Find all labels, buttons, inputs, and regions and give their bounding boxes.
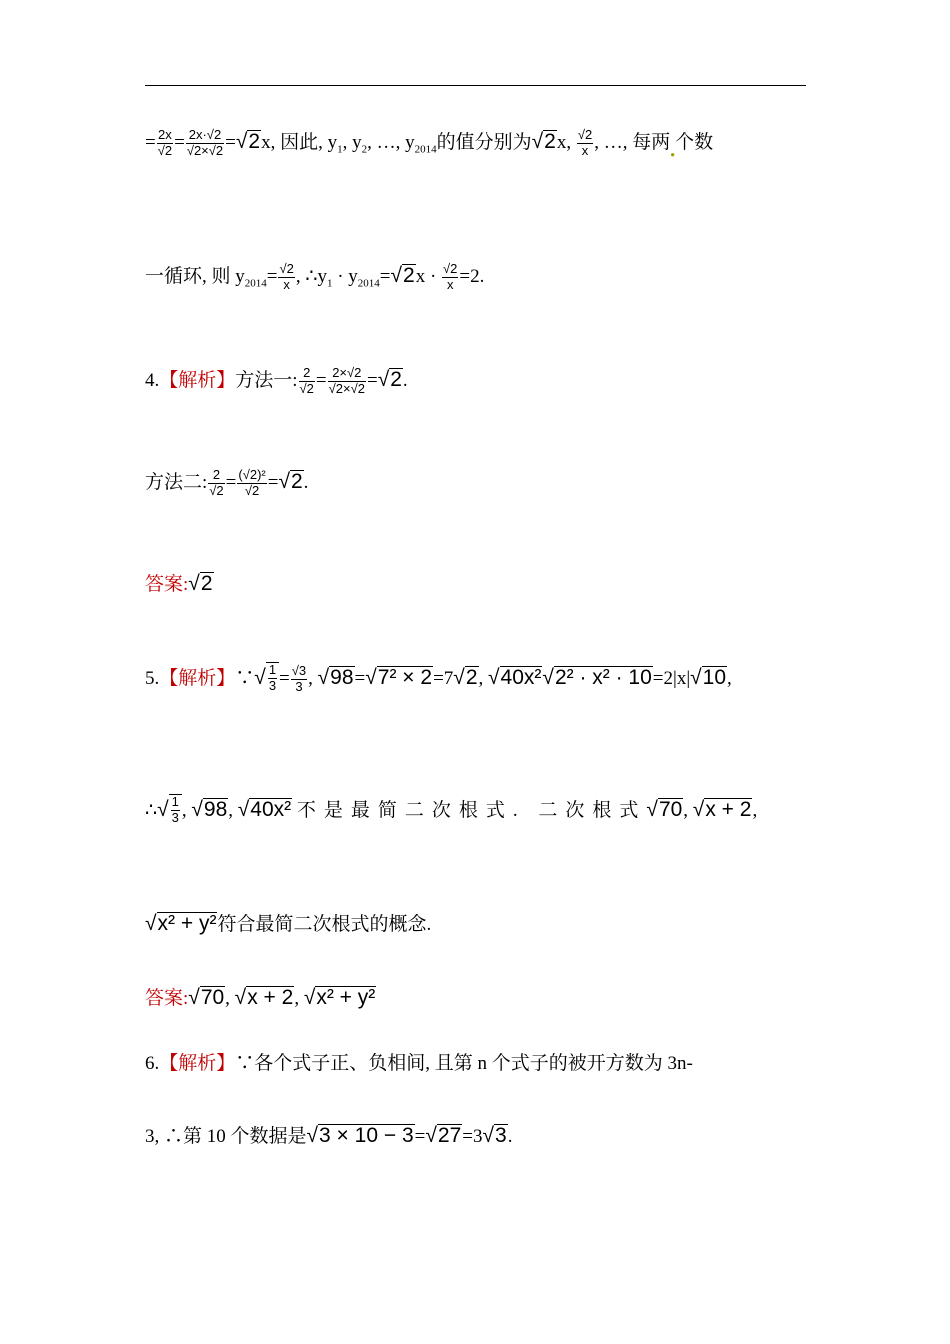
fraction-2-over-sqrt2: $\frac{2}{√2}$	[299, 365, 314, 396]
sqrt-98-b: √98	[191, 797, 228, 821]
sqrt-2-e: √2	[278, 469, 303, 493]
fraction-sqrt2sq-over-sqrt2: $\frac{\text{(√2)²}}{√2}$	[238, 467, 266, 498]
sqrt-2-d: √2	[377, 367, 402, 391]
sqrt-expanded: √2² · x² · 10	[542, 665, 652, 689]
fraction-sqrt3-over-3: $\frac{√3}{3}$	[291, 663, 307, 695]
line-8: 6.【解析】∵各个式子正、负相间, 且第 n 个式子的被开方数为 3n-	[145, 1053, 693, 1074]
answer-2: 答案:√70, √x + 2, √x² + y²	[145, 986, 376, 1009]
line-6: ∴√ $\frac{1}{3}$ , √98, √40x² 不是最简二次根式. 二次根式√70, √x + 2,	[145, 794, 758, 825]
line-1: = $\frac{2x}{√2}$ = $\frac{2x\cdot√2}{√2\times√2}$ =√2x, 因此, $y_1$, $y_2$, …, $y_{2014}$的值分别为√2x, $\frac{√2}{x}$ , …, 每两●个数	[145, 127, 714, 159]
sqrt-x2-y2-answer: √x² + y²	[303, 986, 376, 1009]
line-4: 方法二: $\frac{2}{√2}$ = $\frac{\text{(√2)²}}{√2}$ =√2.	[145, 467, 309, 498]
sqrt-2-b: √2	[531, 129, 556, 153]
line-7: √x² + y²符合最简二次根式的概念.	[145, 912, 432, 935]
sqrt-x-plus-2: √x + 2	[692, 797, 752, 821]
sqrt-10: √10	[690, 665, 727, 689]
line-5: 5.【解析】∵√ $\frac{1}{3}$ = $\frac{√3}{3}$ , √98=√7² × 2=7√2, √40x²√2² · x² · 10=2|x|√10,	[145, 662, 732, 695]
sqrt-27: √27	[425, 1124, 462, 1147]
line-2: 一循环, 则 $y_{2014}=$ $\frac{√2}{x}$ , $\therefore y_1 \cdot y_{2014}=√2x$ · $\frac{√2}{x}$ =2.	[145, 261, 485, 292]
sqrt-70-answer: √70	[188, 986, 225, 1009]
sqrt-40x2-b: √40x²	[237, 797, 292, 821]
sqrt-x2-y2: √x² + y²	[145, 912, 217, 935]
sqrt-7sq-times-2: √7² × 2	[365, 665, 433, 689]
analysis-tag-6: 【解析】	[159, 1053, 236, 1074]
sqrt-2-answer: √2	[188, 572, 213, 595]
sqrt-3: √3	[482, 1124, 507, 1147]
sqrt-70: √70	[646, 797, 683, 821]
sqrt-98: √98	[317, 665, 354, 689]
sqrt-2-f: √2	[453, 665, 478, 689]
sqrt-one-third-b: √ $\frac{1}{3}$	[157, 794, 182, 826]
line-9: 3, ∴第 10 个数据是√3 × 10 − 3=√27=3√3.	[145, 1124, 513, 1147]
header-rule	[145, 85, 806, 86]
fraction-sqrt2-over-x-2: $\frac{√2}{x}$	[279, 261, 294, 292]
fraction-sqrt2-over-x: $\frac{√2}{x}$	[577, 127, 593, 158]
sqrt-x-plus-2-answer: √x + 2	[234, 986, 294, 1009]
fraction-2xsqrt2: $\frac{2\times√2}{√2\times√2}$	[328, 365, 365, 396]
fraction-2x-over-sqrt2: $\frac{2x}{√2}$	[157, 127, 173, 158]
fraction-sqrt2-over-x-3: $\frac{√2}{x}$	[443, 261, 458, 292]
sqrt-3x10-3: √3 × 10 − 3	[306, 1124, 414, 1147]
fraction-2xsqrt2-over-2: $\frac{2x\cdot√2}{√2\times√2}$	[186, 127, 224, 158]
analysis-tag: 【解析】	[159, 369, 236, 391]
mark-dot: ●	[670, 149, 676, 159]
fraction-2-over-sqrt2-b: $\frac{2}{√2}$	[209, 467, 224, 498]
sqrt-40x2: √40x²	[488, 665, 542, 689]
sqrt-2-c: √2	[390, 263, 415, 287]
line-3: 4.【解析】方法一: $\frac{2}{√2}$ = $\frac{2\times√2}{√2\times√2}$ =√2.	[145, 365, 408, 396]
sqrt-one-third: √ $\frac{1}{3}$	[254, 662, 279, 694]
analysis-tag-5: 【解析】	[159, 667, 236, 689]
answer-1: 答案:√2	[145, 572, 213, 595]
sqrt-2: √2	[235, 129, 261, 153]
